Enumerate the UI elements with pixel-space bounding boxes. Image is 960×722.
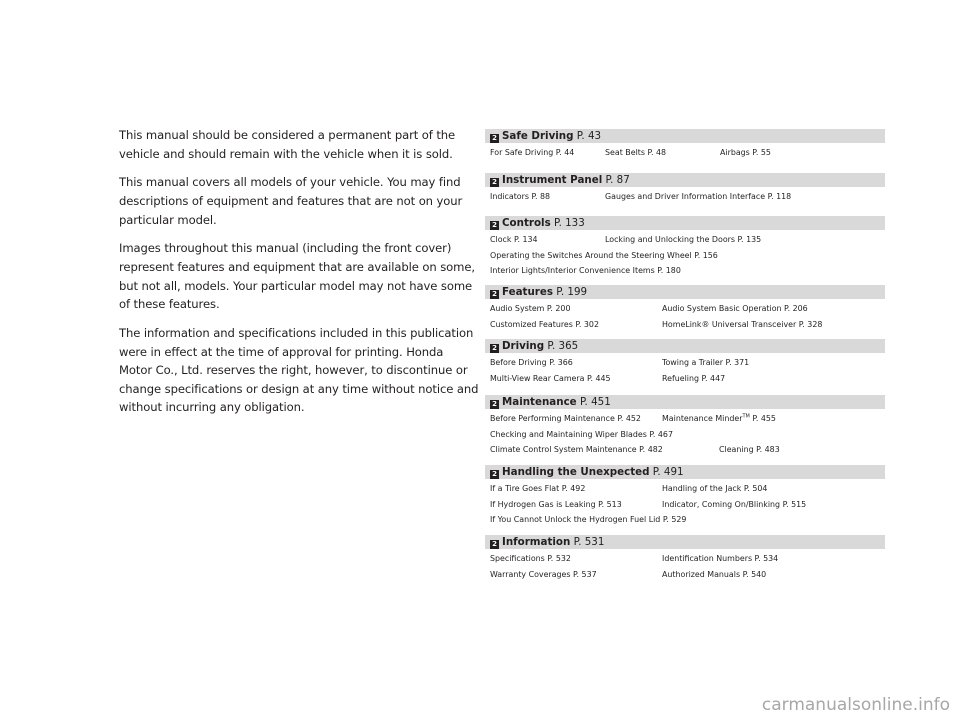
toc-link[interactable]: Audio System P. 200 [490, 304, 571, 313]
section-page: P. 133 [553, 217, 585, 229]
toc-row [490, 427, 885, 443]
section-page: P. 531 [573, 536, 605, 548]
intro-paragraph: This manual covers all models of your vehicle. You may find descriptions of equipment and features that are not on your particular model. [119, 175, 463, 227]
section-title: Controls [502, 217, 551, 229]
toc-link[interactable]: Specifications P. 532 [490, 554, 571, 563]
watermark: carmanualsonline.info [761, 695, 950, 715]
section-page: P. 491 [652, 466, 684, 478]
toc-row [490, 355, 885, 371]
toc-section-header[interactable] [485, 173, 885, 187]
toc-link[interactable]: Gauges and Driver Information Interface P. 118 [605, 192, 792, 201]
toc-row [490, 317, 885, 333]
toc-link[interactable]: Operating the Switches Around the Steering Wheel P. 156 [490, 250, 718, 260]
toc-row [490, 497, 885, 513]
toc-section-driving [485, 339, 885, 386]
toc-section-instrument-panel [485, 173, 885, 205]
toc-link[interactable]: HomeLink® Universal Transceiver P. 328 [662, 319, 823, 329]
arrow-right-icon: 2 [490, 470, 499, 479]
toc-section-header[interactable] [485, 285, 885, 299]
section-page: P. 87 [605, 174, 630, 186]
toc-link[interactable]: Towing a Trailer P. 371 [662, 358, 750, 367]
toc-row [490, 189, 885, 205]
intro-text [119, 126, 479, 427]
toc-link[interactable]: Climate Control System Maintenance P. 482 [490, 445, 663, 454]
toc-link[interactable]: Checking and Maintaining Wiper Blades P. 467 [490, 429, 673, 439]
section-title: Maintenance [502, 396, 577, 408]
toc-section-header[interactable] [485, 395, 885, 409]
toc-link[interactable]: Seat Belts P. 48 [605, 148, 667, 157]
toc-link[interactable]: Warranty Coverages P. 537 [490, 569, 597, 579]
toc-link[interactable]: Audio System Basic Operation P. 206 [662, 304, 808, 313]
toc-row [490, 263, 885, 279]
arrow-right-icon: 2 [490, 400, 499, 409]
toc-link[interactable]: Indicators P. 88 [490, 192, 551, 201]
section-title: Safe Driving [502, 130, 574, 142]
trademark-mark: TM [742, 413, 750, 420]
toc-link[interactable]: If a Tire Goes Flat P. 492 [490, 484, 586, 493]
toc-row [490, 371, 885, 387]
toc-link[interactable]: If You Cannot Unlock the Hydrogen Fuel Lid P. 529 [490, 515, 687, 524]
arrow-right-icon: 2 [490, 178, 499, 187]
toc-section-controls [485, 216, 885, 279]
section-title: Handling the Unexpected [502, 466, 650, 478]
toc-section-features [485, 285, 885, 332]
section-title: Driving [502, 340, 545, 352]
toc-section-header[interactable] [485, 216, 885, 230]
toc-link[interactable]: Before Performing Maintenance P. 452 [490, 414, 641, 423]
toc-link[interactable]: Refueling P. 447 [662, 373, 726, 383]
section-title: Information [502, 536, 571, 548]
toc-section-information [485, 535, 885, 582]
intro-paragraph: The information and specifications included in this publication were in effect at the time of approval for printing. Honda Motor Co., Ltd. reserves the right, however, to discontinue or change specifications or design at any time without notice and without incurring any obligation. [119, 325, 479, 415]
toc-link[interactable]: Multi-View Rear Camera P. 445 [490, 373, 611, 383]
toc-section-maintenance [485, 395, 885, 458]
link-text: Maintenance Minder [662, 414, 743, 423]
toc-section-header[interactable] [485, 535, 885, 549]
toc-link[interactable]: Indicator, Coming On/Blinking P. 515 [662, 499, 807, 509]
arrow-right-icon: 2 [490, 134, 499, 143]
arrow-right-icon: 2 [490, 344, 499, 353]
intro-paragraph: Images throughout this manual (including the front cover) represent features and equipment that are available on some, but not all, models. Your particular model may not have some of these features. [119, 241, 475, 312]
section-page: P. 43 [576, 130, 602, 142]
toc-row [490, 232, 885, 248]
toc-section-header[interactable] [485, 129, 885, 143]
toc-row [490, 248, 885, 264]
toc-link-maintenance-minder[interactable] [662, 411, 776, 427]
section-page: P. 365 [547, 340, 579, 352]
toc-link[interactable]: Clock P. 134 [490, 235, 538, 244]
toc-section-handling-the-unexpected [485, 465, 885, 528]
toc-row [490, 551, 885, 567]
toc-row [490, 481, 885, 497]
toc-row [490, 442, 885, 458]
toc-row [490, 512, 885, 528]
section-page: P. 451 [579, 396, 611, 408]
toc-link[interactable]: Handling of the Jack P. 504 [662, 484, 768, 493]
toc-row [490, 567, 885, 583]
toc-section-header[interactable] [485, 465, 885, 479]
section-page: P. 199 [556, 286, 588, 298]
toc-row [490, 145, 885, 161]
toc-section-header[interactable] [485, 339, 885, 353]
section-title: Instrument Panel [502, 174, 603, 186]
intro-paragraph: This manual should be considered a permanent part of the vehicle and should remain with the vehicle when it is sold. [119, 128, 456, 161]
toc-link[interactable]: If Hydrogen Gas is Leaking P. 513 [490, 499, 622, 509]
toc-link[interactable]: Airbags P. 55 [720, 148, 771, 157]
toc-section-safe-driving [485, 129, 885, 161]
toc-link[interactable]: Cleaning P. 483 [719, 445, 780, 454]
toc-link[interactable]: Identification Numbers P. 534 [662, 554, 779, 563]
arrow-right-icon: 2 [490, 290, 499, 299]
arrow-right-icon: 2 [490, 540, 499, 549]
toc-row [490, 411, 885, 427]
toc-link[interactable]: Authorized Manuals P. 540 [662, 569, 767, 579]
toc-link[interactable]: For Safe Driving P. 44 [490, 148, 575, 157]
section-title: Features [502, 286, 553, 298]
link-page: P. 455 [749, 414, 776, 423]
toc-link[interactable]: Customized Features P. 302 [490, 319, 599, 329]
toc-link[interactable]: Locking and Unlocking the Doors P. 135 [605, 235, 762, 244]
toc-link[interactable]: Before Driving P. 366 [490, 358, 573, 367]
arrow-right-icon: 2 [490, 221, 499, 230]
toc-row [490, 301, 885, 317]
toc-link[interactable]: Interior Lights/Interior Convenience Items P. 180 [490, 266, 681, 275]
